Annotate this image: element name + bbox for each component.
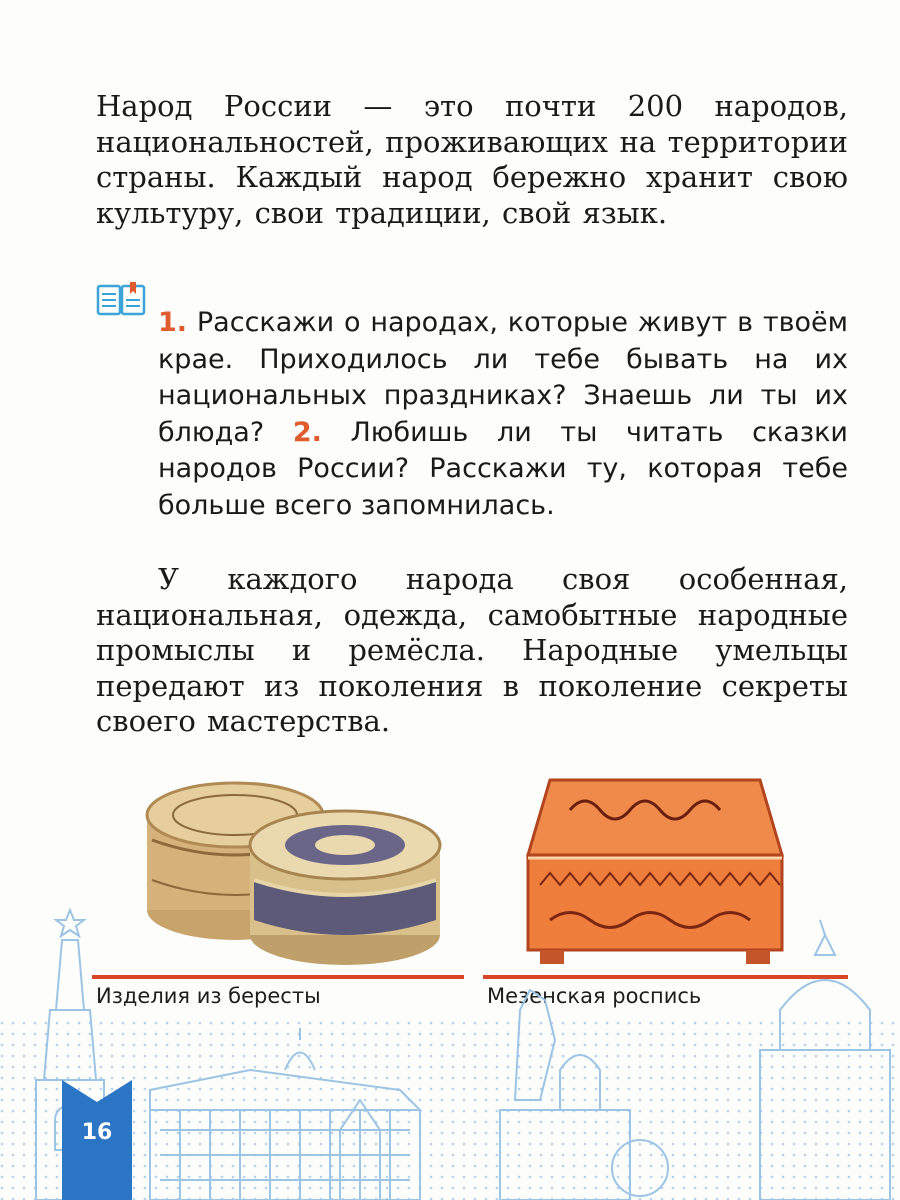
crafts-paragraph: У каждого народа своя особенная, национальная, одежда, самобытные народные промыслы и ремёсла. Народные умельцы передают из поколения в поколение секреты своего мастерства. xyxy=(96,562,848,738)
caption-mezen-painting: Мезенская роспись xyxy=(487,984,702,1008)
task-text-2: Любишь ли ты читать сказки народов России? Расскажи ту, которая тебе больше всего запомнилась. xyxy=(158,416,848,521)
open-book-icon xyxy=(96,280,148,320)
task-text-1: Расскажи о народах, которые живут в твоём крае. Приходилось ли тебе бывать на их национальных праздниках? Знаешь ли ты их блюда? xyxy=(158,307,848,448)
task-block xyxy=(158,305,848,524)
page-number: 16 xyxy=(81,1120,113,1145)
caption-birch-bark: Изделия из бересты xyxy=(96,984,321,1008)
intro-paragraph: Народ России — это почти 200 народов, национальностей, проживающих на территории страны. Каждый народ бережно хранит свою культуру, свои традиции, свой язык. xyxy=(96,89,848,230)
task-number-2: 2. xyxy=(292,416,322,448)
task-number-1: 1. xyxy=(158,307,188,338)
landmarks-line-art xyxy=(0,900,900,1200)
